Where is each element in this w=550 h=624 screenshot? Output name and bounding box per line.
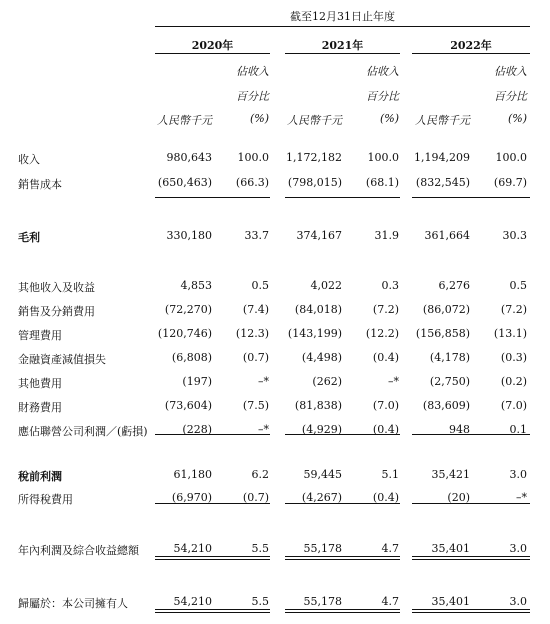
row-label: 年內利潤及綜合收益總額 [18,544,139,557]
pct-label-2020-l1: 佔收入 [236,65,269,78]
cell-amount-2022: (2,750) [429,375,470,388]
net-rule-2020 [155,503,270,504]
cell-amount-2020: 54,210 [173,595,212,608]
pct-label-2022-l2: 百分比 [494,90,527,103]
year-rule-2022 [412,53,530,54]
cell-amount-2020: (72,270) [164,303,212,316]
cell-amount-2022: 35,401 [431,595,470,608]
pretax-rule-2020 [155,434,270,435]
cell-pct-2021: 4.7 [381,542,399,555]
cell-amount-2022: 1,194,209 [414,151,470,164]
cell-pct-2021: –* [388,375,399,388]
unit-label-2020: 人民幣千元 [157,114,212,127]
cell-pct-2022: 0.1 [509,423,527,436]
cell-amount-2022: (832,545) [415,176,470,189]
cell-amount-2020: (120,746) [157,327,212,340]
cell-pct-2022: (13.1) [493,327,527,340]
cell-amount-2022: (83,609) [422,399,470,412]
pct-label-2021-l3: (%) [379,112,399,125]
unit-label-2021: 人民幣千元 [287,114,342,127]
cell-amount-2020: 4,853 [180,279,212,292]
cell-amount-2021: 55,178 [303,542,342,555]
cell-amount-2022: 361,664 [424,229,470,242]
pct-label-2020-l2: 百分比 [236,90,269,103]
row-label: 歸屬於：本公司擁有人 [18,597,128,610]
cell-pct-2022: (69.7) [493,176,527,189]
cell-amount-2022: 35,401 [431,542,470,555]
cell-amount-2021: 4,022 [310,279,342,292]
cell-amount-2020: 61,180 [173,468,212,481]
net-rule-2021 [285,503,400,504]
cell-pct-2021: (12.2) [365,327,399,340]
row-label: 所得稅費用 [18,493,73,506]
cell-pct-2022: (7.0) [500,399,527,412]
cell-pct-2022: (7.2) [500,303,527,316]
cell-pct-2020: –* [258,375,269,388]
cell-amount-2021: (4,498) [301,351,342,364]
row-label: 應佔聯營公司利潤／(虧損) [18,425,148,438]
cell-pct-2021: (7.0) [372,399,399,412]
cell-amount-2022: 948 [449,423,470,436]
row-label: 金融資產減值損失 [18,353,106,366]
cell-amount-2020: (6,808) [171,351,212,364]
subtotal-rule-2022 [412,197,530,198]
cell-pct-2020: 0.5 [251,279,269,292]
cell-amount-2021: 55,178 [303,595,342,608]
attrib-double-rule-2022 [412,609,530,613]
cell-amount-2021: (4,929) [301,423,342,436]
cell-pct-2020: 5.5 [251,542,269,555]
net-rule-2022 [412,503,530,504]
year-header-2020: 2020年 [191,39,234,52]
cell-pct-2020: (7.4) [242,303,269,316]
cell-amount-2021: 1,172,182 [286,151,342,164]
cell-pct-2022: 3.0 [509,468,527,481]
cell-amount-2021: (84,018) [294,303,342,316]
cell-pct-2021: 5.1 [381,468,399,481]
cell-amount-2020: (73,604) [164,399,212,412]
cell-amount-2020: (228) [182,423,212,436]
pct-label-2022-l1: 佔收入 [494,65,527,78]
cell-amount-2020: (650,463) [157,176,212,189]
pct-label-2021-l1: 佔收入 [366,65,399,78]
cell-amount-2021: (4,267) [301,491,342,504]
row-label: 稅前利潤 [18,470,62,483]
year-header-2022: 2022年 [450,39,492,52]
cell-pct-2021: 31.9 [374,229,399,242]
row-label: 毛利 [18,231,40,244]
cell-pct-2022: (0.2) [500,375,527,388]
cell-pct-2020: –* [258,423,269,436]
row-label: 銷售及分銷費用 [18,305,95,318]
cell-amount-2020: 54,210 [173,542,212,555]
cell-pct-2022: 30.3 [502,229,527,242]
cell-pct-2021: 0.3 [381,279,399,292]
cell-amount-2022: 6,276 [438,279,470,292]
cell-pct-2020: (0.7) [242,491,269,504]
pct-label-2021-l2: 百分比 [366,90,399,103]
cell-pct-2022: 100.0 [495,151,527,164]
cell-pct-2022: 3.0 [509,595,527,608]
cell-amount-2020: 330,180 [166,229,212,242]
year-rule-2021 [285,53,400,54]
year-rule-2020 [155,53,270,54]
subtotal-rule-2021 [285,197,400,198]
cell-pct-2022: (0.3) [500,351,527,364]
cell-amount-2021: 59,445 [303,468,342,481]
subtotal-rule-2020 [155,197,270,198]
cell-amount-2020: (197) [182,375,212,388]
cell-pct-2022: 0.5 [509,279,527,292]
cell-pct-2021: (0.4) [372,423,399,436]
attrib-double-rule-2021 [285,609,400,613]
total-double-rule-2020 [155,556,270,560]
cell-pct-2021: (68.1) [365,176,399,189]
year-header-2021: 2021年 [321,39,364,52]
cell-pct-2020: 33.7 [244,229,269,242]
cell-pct-2022: –* [516,491,527,504]
cell-pct-2020: (7.5) [242,399,269,412]
cell-amount-2021: (798,015) [287,176,342,189]
cell-pct-2022: 3.0 [509,542,527,555]
cell-pct-2021: (0.4) [372,351,399,364]
attrib-double-rule-2020 [155,609,270,613]
cell-pct-2021: 4.7 [381,595,399,608]
cell-pct-2021: (7.2) [372,303,399,316]
cell-amount-2020: (6,970) [171,491,212,504]
row-label: 管理費用 [18,329,62,342]
pct-label-2020-l3: (%) [249,112,269,125]
cell-pct-2020: (12.3) [235,327,269,340]
cell-pct-2020: 6.2 [251,468,269,481]
cell-pct-2021: (0.4) [372,491,399,504]
period-header: 截至12月31日止年度 [290,10,395,23]
cell-pct-2020: (66.3) [235,176,269,189]
cell-pct-2020: 5.5 [251,595,269,608]
row-label: 財務費用 [18,401,62,414]
cell-amount-2021: (262) [312,375,342,388]
row-label: 其他費用 [18,377,62,390]
row-label: 銷售成本 [18,178,62,191]
unit-label-2022: 人民幣千元 [415,114,470,127]
total-double-rule-2021 [285,556,400,560]
total-double-rule-2022 [412,556,530,560]
row-label: 收入 [18,153,40,166]
cell-amount-2021: 374,167 [296,229,342,242]
cell-amount-2022: (156,858) [415,327,470,340]
cell-amount-2022: (86,072) [422,303,470,316]
cell-amount-2021: (143,199) [287,327,342,340]
cell-pct-2020: (0.7) [242,351,269,364]
cell-amount-2020: 980,643 [166,151,212,164]
cell-pct-2021: 100.0 [367,151,399,164]
pct-label-2022-l3: (%) [507,112,527,125]
cell-amount-2021: (81,838) [294,399,342,412]
cell-pct-2020: 100.0 [237,151,269,164]
period-rule [155,26,530,27]
pretax-rule-2022 [412,434,530,435]
cell-amount-2022: (20) [447,491,470,504]
row-label: 其他收入及收益 [18,281,95,294]
cell-amount-2022: (4,178) [429,351,470,364]
cell-amount-2022: 35,421 [431,468,470,481]
pretax-rule-2021 [285,434,400,435]
